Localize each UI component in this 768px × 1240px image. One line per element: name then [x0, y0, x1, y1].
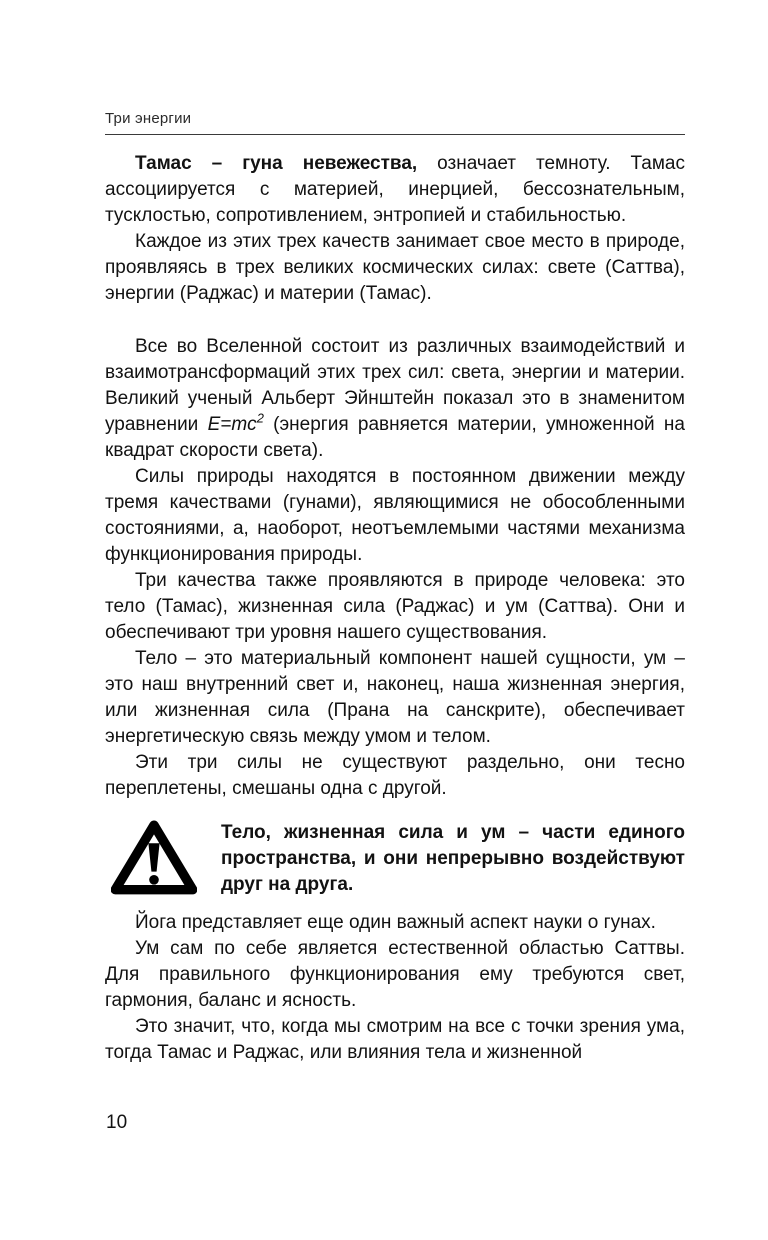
paragraph [105, 910, 685, 936]
text-segment: Йога представляет еще один важный аспект науки о гунах. [135, 912, 656, 933]
text-segment: E=mc [207, 414, 257, 435]
text-segment: Ум сам по себе является естественной областью Саттвы. Для правильного функционирования ему требуются свет, гармония, баланс и ясность. [105, 938, 685, 1011]
text-segment: Тело – это материальный компонент нашей сущности, ум – это наш внутренний свет и, наконец, наша жизненная энергия, или жизненная сила (Прана на санскрите), обеспечивает энергетическую связь между умом и телом. [105, 648, 685, 747]
running-header [105, 110, 685, 135]
paragraph [105, 568, 685, 646]
text-segment: (энергия равняется материи, умноженной на квадрат скорости света). [105, 414, 685, 461]
running-header-title: Три энергии [105, 110, 192, 127]
text-segment: Три качества также проявляются в природе человека: это тело (Тамас), жизненная сила (Раджас) и ум (Саттва). Они и обеспечивают три уровня нашего существования. [105, 570, 685, 643]
body-text-bottom [105, 910, 685, 1066]
paragraph [105, 646, 685, 750]
text-segment: Это значит, что, когда мы смотрим на все с точки зрения ума, тогда Тамас и Раджас, или влияния тела и жизненной [105, 1016, 685, 1063]
paragraph [105, 1014, 685, 1066]
text-segment: Силы природы находятся в постоянном движении между тремя качествами (гунами), являющимися не обособленными состояниями, а, наоборот, неотъемлемыми частями механизма функционирования природы. [105, 466, 685, 565]
text-segment: Эти три силы не существуют раздельно, они тесно переплетены, смешаны одна с другой. [105, 752, 685, 799]
warning-triangle-icon [111, 818, 197, 896]
text-segment: Каждое из этих трех качеств занимает свое место в природе, проявляясь в трех великих космических силах: свете (Саттва), энергии (Раджас) и материи (Тамас). [105, 231, 685, 304]
paragraph [105, 151, 685, 229]
paragraph [105, 334, 685, 464]
paragraph [105, 936, 685, 1014]
warning-note [111, 818, 685, 898]
text-segment: Тамас – гуна невежества, [135, 153, 418, 174]
page-body [105, 151, 685, 1066]
paragraph [105, 229, 685, 307]
text-segment: 2 [256, 410, 264, 426]
paragraph [105, 750, 685, 802]
body-text-top [105, 151, 685, 802]
warning-text: Тело, жизненная сила и ум – части единого пространства, и они непрерывно воздействуют друг на друга. [221, 822, 685, 895]
page-number: 10 [106, 1112, 128, 1133]
text-segment: означает темноту. Тамас ассоциируется с материей, инерцией, бессознательным, тусклостью, сопротивлением, энтропией и стабильностью. [105, 153, 685, 226]
paragraph [105, 464, 685, 568]
text-segment: Все во Вселенной состоит из различных взаимодействий и взаимотрансформаций этих трех сил: света, энергии и материи. Великий ученый Альберт Эйнштейн показал это в знаменитом уравнении [105, 336, 685, 435]
